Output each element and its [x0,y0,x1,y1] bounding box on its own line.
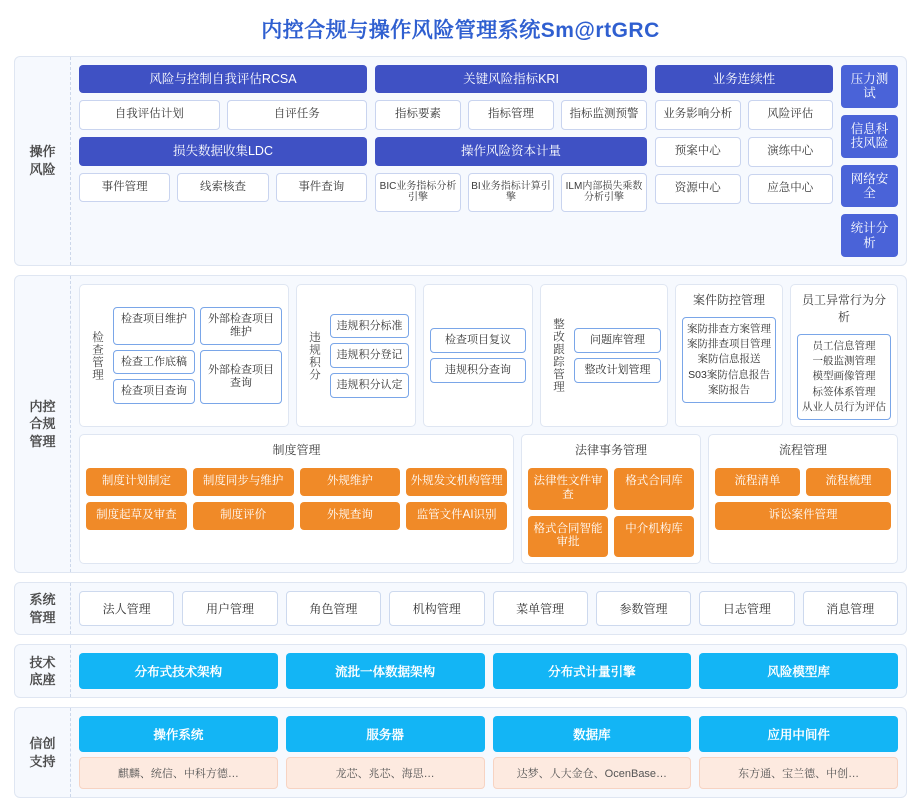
sysmgmt-item-4[interactable]: 制度起草及审查 [86,502,187,530]
process-item-1[interactable]: 流程梳理 [806,468,891,496]
violation-points-label: 违规积分 [308,330,321,381]
xinchuang-group-middleware [699,716,898,789]
box-employee-behavior [790,284,898,427]
legal-item-1[interactable]: 格式合同库 [614,468,694,510]
rectify-item-issue-library[interactable]: 问题库管理 [574,328,661,353]
operation-col-bcm [655,65,833,257]
xinchuang-title-1[interactable]: 服务器 [286,716,485,752]
xinchuang-title-0[interactable]: 操作系统 [79,716,278,752]
bcm-item-drill-center[interactable]: 演练中心 [748,137,834,167]
section-tech-base [14,644,907,698]
xinchuang-detail-1: 龙芯、兆芯、海思… [286,757,485,789]
rcsa-header[interactable]: 风险与控制自我评估RCSA [79,65,367,93]
rcsa-item-plan[interactable]: 自我评估计划 [79,100,220,130]
sys-item-1[interactable]: 用户管理 [182,591,277,626]
points-item-register[interactable]: 违规积分登记 [330,343,409,368]
case-item-0[interactable]: 案防排查方案管理 [687,323,771,335]
capital-item-bi[interactable]: BI业务指标计算引擎 [468,173,554,212]
item-cyber-security[interactable]: 网络安全 [841,165,898,208]
section-label-internal-control: 内控 合规 管理 [15,276,71,572]
tech-item-1[interactable]: 流批一体数据架构 [286,653,485,689]
xinchuang-group-server [286,716,485,789]
section-xinchuang-support [14,707,907,798]
legal-item-2[interactable]: 格式合同智能审批 [528,516,608,558]
sys-item-4[interactable]: 菜单管理 [493,591,588,626]
ldc-item-event-mgmt[interactable]: 事件管理 [79,173,170,203]
xinchuang-detail-0: 麒麟、统信、中科方德… [79,757,278,789]
box-rectification [540,284,668,427]
operation-risk-grid [79,65,898,257]
check-item-ext-project-maintain[interactable]: 外部检查项目维护 [200,307,282,344]
sysmgmt-item-2[interactable]: 外规维护 [300,468,401,496]
section-label-system-management: 系统 管理 [15,583,71,634]
sysmgmt-item-1[interactable]: 制度同步与维护 [193,468,294,496]
bcm-item-risk-assess[interactable]: 风险评估 [748,100,834,130]
sys-item-7[interactable]: 消息管理 [803,591,898,626]
bcm-item-resource-center[interactable]: 资源中心 [655,174,741,204]
legal-item-3[interactable]: 中介机构库 [614,516,694,558]
ldc-item-clue-check[interactable]: 线索核查 [177,173,268,203]
operation-col-kri [375,65,647,257]
points-item-standard[interactable]: 违规积分标准 [330,314,409,339]
sys-item-2[interactable]: 角色管理 [286,591,381,626]
sys-item-0[interactable]: 法人管理 [79,591,174,626]
section-internal-control [14,275,907,573]
sysmgmt-item-3[interactable]: 外规发文机构管理 [406,468,507,496]
case-item-3[interactable]: S03案防信息报告 [688,368,770,381]
item-it-risk[interactable]: 信息科技风险 [841,115,898,158]
xinchuang-group-os [79,716,278,789]
process-management-title: 流程管理 [778,443,827,458]
box-process-management [708,434,898,564]
box-review-query [423,284,533,427]
employee-item-4[interactable]: 从业人员行为评估 [802,400,886,413]
sys-item-3[interactable]: 机构管理 [389,591,484,626]
tech-item-3[interactable]: 风险模型库 [699,653,898,689]
check-item-project-maintain[interactable]: 检查项目维护 [113,307,195,344]
kri-item-manage[interactable]: 指标管理 [468,100,554,130]
review-item-points-query[interactable]: 违规积分查询 [430,358,526,383]
xinchuang-title-3[interactable]: 应用中间件 [699,716,898,752]
bcm-item-bia[interactable]: 业务影响分析 [655,100,741,130]
sys-item-5[interactable]: 参数管理 [596,591,691,626]
system-management-title: 制度管理 [272,443,321,458]
kri-header[interactable]: 关键风险指标KRI [375,65,647,93]
sysmgmt-item-5[interactable]: 制度评价 [193,502,294,530]
check-item-project-query[interactable]: 检查项目查询 [113,379,195,404]
employee-item-1[interactable]: 一般监测管理 [812,355,876,368]
check-management-label: 检查管理 [91,330,104,381]
process-item-2[interactable]: 诉讼案件管理 [715,502,891,530]
section-label-operation-risk: 操作 风险 [15,57,71,265]
bcm-item-emergency-center[interactable]: 应急中心 [748,174,834,204]
sys-item-6[interactable]: 日志管理 [699,591,794,626]
section-label-tech-base: 技术 底座 [15,645,71,697]
xinchuang-group-db [493,716,692,789]
process-item-0[interactable]: 流程清单 [715,468,800,496]
employee-item-0[interactable]: 员工信息管理 [812,340,876,352]
bcm-item-plan-center[interactable]: 预案中心 [655,137,741,167]
box-check-management [79,284,289,427]
rcsa-item-task[interactable]: 自评任务 [227,100,368,130]
case-item-2[interactable]: 案防信息报送 [697,353,761,366]
rectify-item-plan-mgmt[interactable]: 整改计划管理 [574,358,661,383]
operation-col-rcsa [79,65,367,257]
box-case-prevention [675,284,783,427]
capital-item-bic[interactable]: BIC业务指标分析引擎 [375,173,461,212]
kri-item-elements[interactable]: 指标要素 [375,100,461,130]
ldc-item-event-query[interactable]: 事件查询 [276,173,367,203]
capital-item-ilm[interactable]: ILM内部损失乘数分析引擎 [561,173,647,212]
case-item-1[interactable]: 案防排查项目管理 [687,338,771,351]
case-prevention-list[interactable] [682,317,776,403]
xinchuang-title-2[interactable]: 数据库 [493,716,692,752]
section-operation-risk [14,56,907,266]
section-system-management [14,582,907,635]
ldc-header[interactable]: 损失数据收集LDC [79,137,367,165]
page-title: 内控合规与操作风险管理系统Sm@rtGRC [261,19,660,42]
legal-affairs-title: 法律事务管理 [574,443,647,458]
tech-item-0[interactable]: 分布式技术架构 [79,653,278,689]
box-violation-points [296,284,416,427]
employee-behavior-title: 员工异常行为分析 [801,293,886,324]
capital-header[interactable]: 操作风险资本计量 [375,137,647,165]
employee-item-2[interactable]: 模型画像管理 [812,370,876,383]
review-item-project-appeal[interactable]: 检查项目复议 [430,328,526,353]
xinchuang-detail-3: 东方通、宝兰德、中创… [699,757,898,789]
kri-item-monitor[interactable]: 指标监测预警 [561,100,647,130]
employee-item-3[interactable]: 标签体系管理 [812,385,876,398]
sysmgmt-item-6[interactable]: 外规查询 [300,502,401,530]
section-label-xinchuang-support: 信创 支持 [15,708,71,797]
box-system-management [79,434,514,564]
points-item-confirm[interactable]: 违规积分认定 [330,373,409,398]
case-item-4[interactable]: 案防报告 [708,383,750,396]
employee-behavior-list[interactable] [797,334,891,420]
sysmgmt-item-7[interactable]: 监管文件AI识别 [406,502,507,530]
case-prevention-title: 案件防控管理 [692,293,765,307]
item-stress-test[interactable]: 压力测试 [841,65,898,108]
check-item-workpaper[interactable]: 检查工作底稿 [113,350,195,375]
bcm-header[interactable]: 业务连续性 [655,65,833,93]
item-statistics[interactable]: 统计分析 [841,214,898,257]
check-item-ext-project-query[interactable]: 外部检查项目查询 [200,350,282,404]
operation-col-others [841,65,898,257]
sysmgmt-item-0[interactable]: 制度计划制定 [86,468,187,496]
rectification-label: 整改跟踪管理 [552,318,565,394]
tech-item-2[interactable]: 分布式计量引擎 [493,653,692,689]
legal-item-0[interactable]: 法律性文件审查 [528,468,608,510]
box-legal-affairs [521,434,701,564]
xinchuang-detail-2: 达梦、人大金仓、OcenBase… [493,757,692,789]
